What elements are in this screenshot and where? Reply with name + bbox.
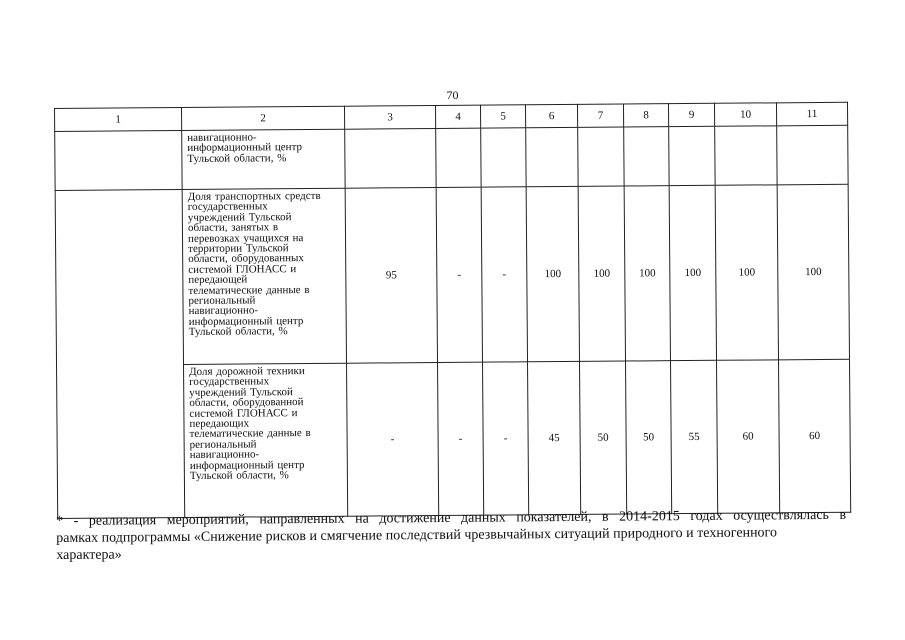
table-cell: 100	[526, 186, 579, 361]
description-line: области, оборудованной	[189, 396, 304, 410]
table-cell	[715, 126, 777, 185]
table-row	[55, 184, 849, 365]
table-cell	[526, 127, 578, 186]
column-header: 10	[714, 103, 776, 126]
description-line: системой ГЛОНАСС и	[188, 262, 297, 276]
column-header: 6	[525, 104, 577, 127]
column-header: 2	[182, 106, 345, 130]
description-line: навигационно-	[187, 131, 257, 144]
description-line: информационный центр	[187, 141, 303, 155]
description-line: телематические данные в	[188, 283, 310, 297]
table-cell: 50	[626, 361, 672, 514]
table-cell: -	[481, 187, 527, 362]
table-cell	[669, 126, 715, 185]
table-cell: 100	[669, 185, 716, 360]
description-line: информационный центр	[188, 314, 304, 328]
description-line: Доля дорожной техники	[189, 365, 305, 378]
table-cell: -	[347, 362, 439, 516]
table-cell: 95	[345, 188, 437, 364]
indicator-description	[182, 188, 346, 364]
description-line: навигационно-	[189, 448, 260, 462]
table-cell	[578, 127, 624, 186]
table-cell: 100	[777, 184, 849, 360]
footnote-line: характера»	[56, 547, 122, 563]
description-line: территории Тульской	[188, 242, 289, 255]
table-cell	[777, 125, 848, 185]
table-cell: -	[438, 362, 484, 515]
column-header: 1	[55, 107, 182, 131]
indicator-description	[184, 363, 348, 517]
table-cell: -	[436, 187, 482, 362]
table-cell: 45	[528, 361, 581, 514]
description-line: Доля транспортных средств	[187, 189, 321, 203]
description-line: перевозках учащихся на	[187, 231, 304, 245]
indicator-description	[182, 129, 345, 189]
table-cell	[55, 189, 185, 518]
table-cell: 100	[624, 186, 670, 361]
table-cell	[481, 128, 526, 187]
table-cell: 50	[580, 361, 627, 514]
description-line: региональный	[188, 294, 256, 308]
column-header: 9	[668, 103, 714, 126]
table-cell	[624, 127, 669, 186]
description-line: системой ГЛОНАСС и	[189, 406, 298, 420]
description-line: Тульской области, %	[187, 151, 287, 165]
indicator-table-sheet	[54, 102, 850, 526]
description-line: государственных	[189, 375, 270, 389]
description-line: области, оборудованных	[188, 252, 304, 266]
column-header: 5	[480, 105, 525, 128]
description-line: учреждений Тульской	[187, 210, 292, 224]
description-line: Тульской области, %	[189, 469, 289, 483]
column-header: 8	[623, 104, 668, 127]
description-line: навигационно-	[188, 304, 259, 318]
table-row	[55, 125, 848, 190]
table-cell	[55, 130, 182, 190]
description-line: государственных	[187, 200, 268, 214]
description-line: учреждений Тульской	[189, 385, 293, 399]
column-header: 11	[776, 102, 847, 126]
description-line: передающей	[188, 273, 248, 287]
table-cell: 100	[578, 186, 625, 361]
column-header: 3	[344, 106, 435, 130]
page-number: 70	[446, 88, 459, 102]
footnote-line: * - реализация мероприятий, направленных на достижение данных показателей, в 2014-2015 годах осуществлялась в	[56, 507, 847, 529]
footnote	[56, 507, 846, 564]
table-cell: -	[483, 362, 529, 515]
description-line: Тульской области, %	[188, 325, 288, 339]
table-cell: 100	[715, 185, 778, 360]
description-line: региональный	[189, 438, 257, 451]
table-cell: 60	[779, 359, 851, 513]
table-cell	[436, 128, 481, 187]
table-cell: 60	[717, 360, 780, 513]
indicator-table	[54, 102, 851, 519]
table-cell	[345, 129, 436, 189]
column-header: 7	[577, 104, 623, 127]
description-line: передающих	[189, 417, 250, 430]
description-line: телематические данные в	[189, 427, 311, 441]
description-line: информационный центр	[189, 458, 305, 472]
table-cell: 55	[671, 360, 718, 513]
description-line: области, занятых в	[187, 221, 279, 235]
column-header: 4	[435, 105, 480, 128]
footnote-line: рамках подпрограммы «Снижение рисков и смягчение последствий чрезвычайных ситуаций природного и техногенного	[56, 525, 777, 546]
